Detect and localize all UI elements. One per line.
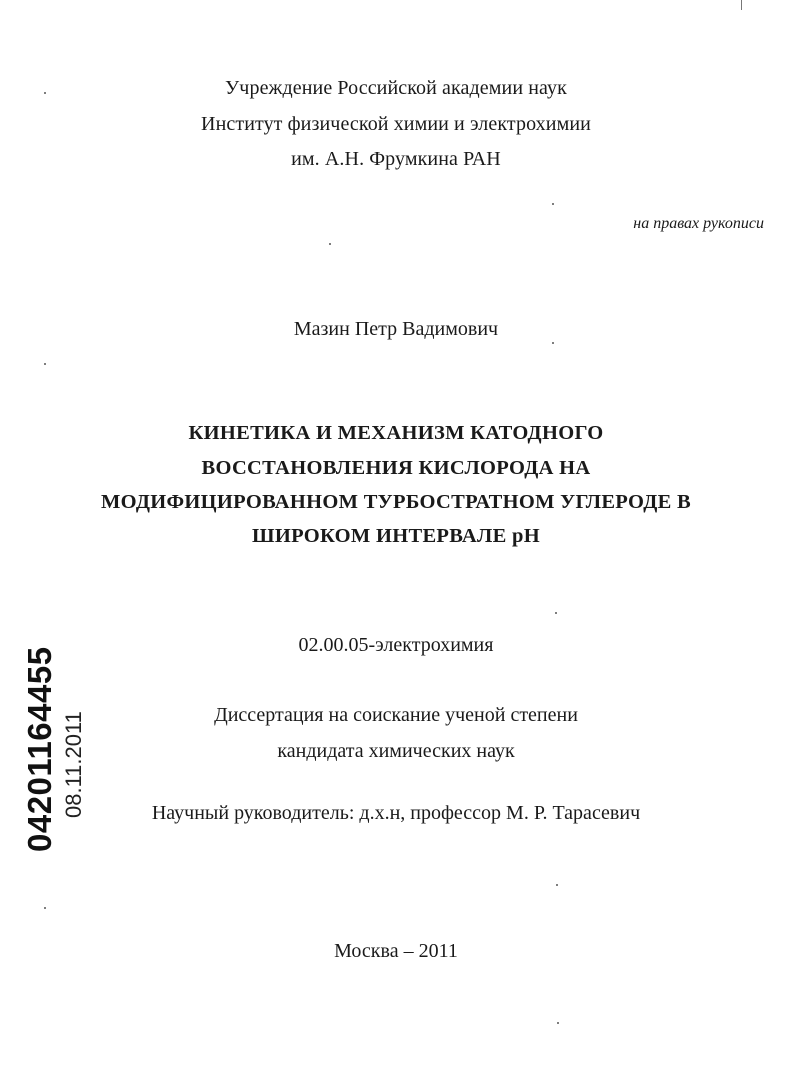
scan-speck — [555, 612, 557, 614]
supervisor-line: Научный руководитель: д.х.н, профессор М. Р. Тарасевич — [151, 802, 641, 824]
title-line-2: ВОССТАНОВЛЕНИЯ КИСЛОРОДА НА — [201, 457, 591, 479]
specialty-code: 02.00.05-электрохимия — [298, 634, 494, 656]
author-name: Мазин Петр Вадимович — [293, 318, 499, 340]
title-line-4: ШИРОКОМ ИНТЕРВАЛЕ рН — [252, 525, 540, 547]
scan-speck — [329, 243, 331, 245]
scan-speck — [44, 363, 46, 365]
scan-speck — [44, 907, 46, 909]
scan-speck — [552, 342, 554, 344]
institution-line-2: Институт физической химии и электрохимии — [201, 113, 591, 135]
degree-line-1: Диссертация на соискание ученой степени — [214, 704, 578, 726]
title-line-3: МОДИФИЦИРОВАННОМ ТУРБОСТРАТНОМ УГЛЕРОДЕ В — [100, 491, 692, 513]
degree-line-2: кандидата химических наук — [277, 740, 515, 762]
library-stamp-number: 04201164455 — [21, 646, 58, 852]
scan-speck — [557, 1022, 559, 1024]
institution-line-1: Учреждение Российской академии наук — [225, 77, 567, 99]
scan-speck — [44, 92, 46, 94]
place-year: Москва – 2011 — [334, 940, 458, 962]
title-line-1: КИНЕТИКА И МЕХАНИЗМ КАТОДНОГО — [188, 422, 604, 444]
scan-edge-mark — [741, 0, 742, 10]
scan-speck — [552, 203, 554, 205]
scan-speck — [556, 884, 558, 886]
institution-line-3: им. А.Н. Фрумкина РАН — [291, 148, 501, 170]
manuscript-note: на правах рукописи — [633, 215, 764, 232]
library-stamp-date: 08.11.2011 — [61, 711, 86, 818]
